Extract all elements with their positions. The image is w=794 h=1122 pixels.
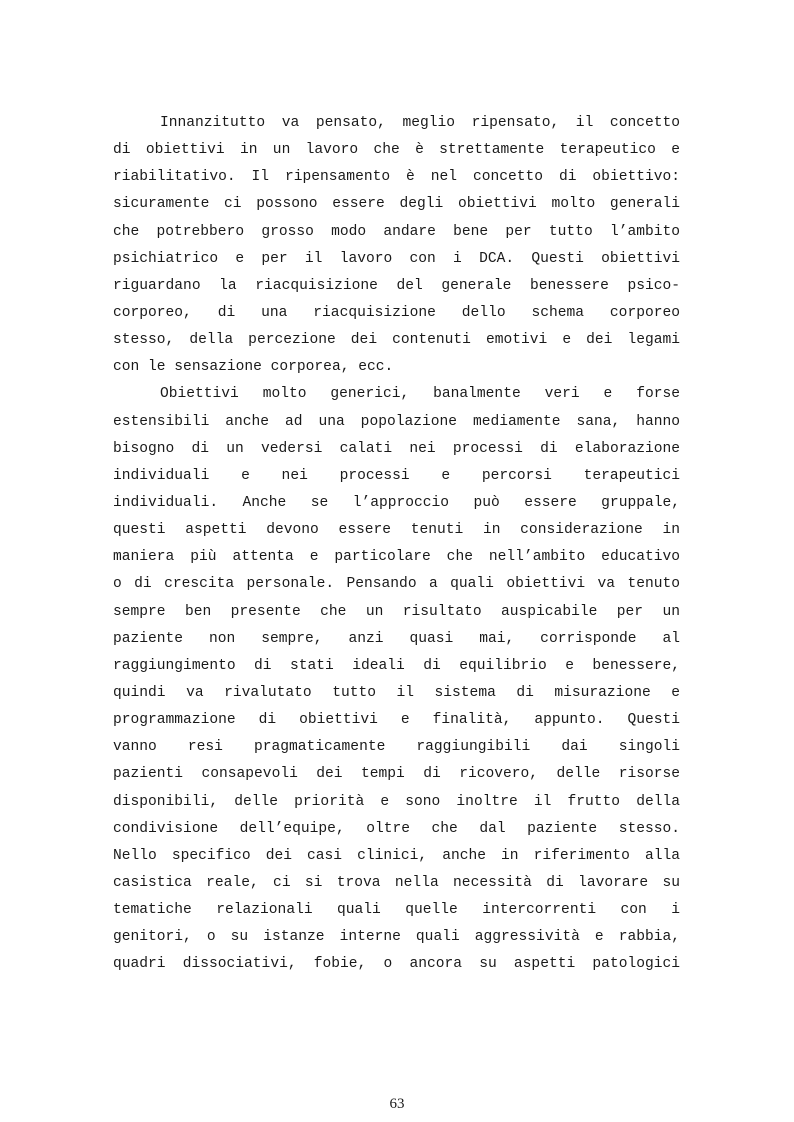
text-line: individuali e nei processi e percorsi terapeutici [113, 467, 680, 484]
text-line: paziente non sempre, anzi quasi mai, corrisponde al [113, 630, 680, 647]
text-line: tematiche relazionali quali quelle intercorrenti con i [113, 902, 680, 919]
text-line: programmazione di obiettivi e finalità, appunto. Questi [113, 712, 680, 729]
text-line: individuali. Anche se l’approccio può essere gruppale, [113, 494, 680, 511]
text-line: che potrebbero grosso modo andare bene per tutto l’ambito [113, 223, 680, 240]
text-line: corporeo, di una riacquisizione dello schema corporeo [113, 304, 680, 321]
text-line: con le sensazione corporea, ecc. [113, 359, 394, 376]
text-line: raggiungimento di stati ideali di equilibrio e benessere, [113, 657, 680, 674]
text-line: stesso, della percezione dei contenuti emotivi e dei legami [113, 332, 680, 349]
text-line: o di crescita personale. Pensando a quali obiettivi va tenuto [113, 576, 680, 593]
text-line: questi aspetti devono essere tenuti in considerazione in [113, 522, 680, 539]
text-line: disponibili, delle priorità e sono inoltre il frutto della [113, 793, 680, 810]
text-line: quindi va rivalutato tutto il sistema di misurazione e [113, 684, 680, 701]
text-line: quadri dissociativi, fobie, o ancora su aspetti patologici [113, 956, 680, 973]
text-line: vanno resi pragmaticamente raggiungibili dai singoli [113, 739, 680, 756]
text-line: Innanzitutto va pensato, meglio ripensato, il concetto [160, 115, 680, 131]
paragraph-2 [113, 381, 680, 978]
text-line: Obiettivi molto generici, banalmente veri e forse [160, 386, 680, 403]
text-line: bisogno di un vedersi calati nei processi di elaborazione [113, 440, 680, 457]
text-line: pazienti consapevoli dei tempi di ricovero, delle risorse [113, 766, 680, 783]
text-line: psichiatrico e per il lavoro con i DCA. Questi obiettivi [113, 250, 680, 267]
text-line: estensibili anche ad una popolazione mediamente sana, hanno [113, 413, 680, 430]
text-line: Nello specifico dei casi clinici, anche in riferimento alla [113, 847, 680, 864]
text-line: maniera più attenta e particolare che nell’ambito educativo [113, 549, 680, 566]
body-text [113, 110, 680, 979]
text-line: sicuramente ci possono essere degli obiettivi molto generali [113, 196, 680, 213]
paragraph-1 [113, 110, 680, 381]
text-line: riguardano la riacquisizione del generale benessere psico- [113, 277, 680, 294]
text-line: riabilitativo. Il ripensamento è nel concetto di obiettivo: [113, 169, 680, 186]
page-number: 63 [389, 1096, 405, 1112]
text-line: genitori, o su istanze interne quali aggressività e rabbia, [113, 929, 680, 946]
text-line: condivisione dell’equipe, oltre che dal paziente stesso. [113, 820, 680, 837]
text-line: casistica reale, ci si trova nella necessità di lavorare su [113, 874, 680, 891]
text-line: sempre ben presente che un risultato auspicabile per un [113, 603, 680, 620]
text-line: di obiettivi in un lavoro che è strettamente terapeutico e [113, 142, 680, 159]
